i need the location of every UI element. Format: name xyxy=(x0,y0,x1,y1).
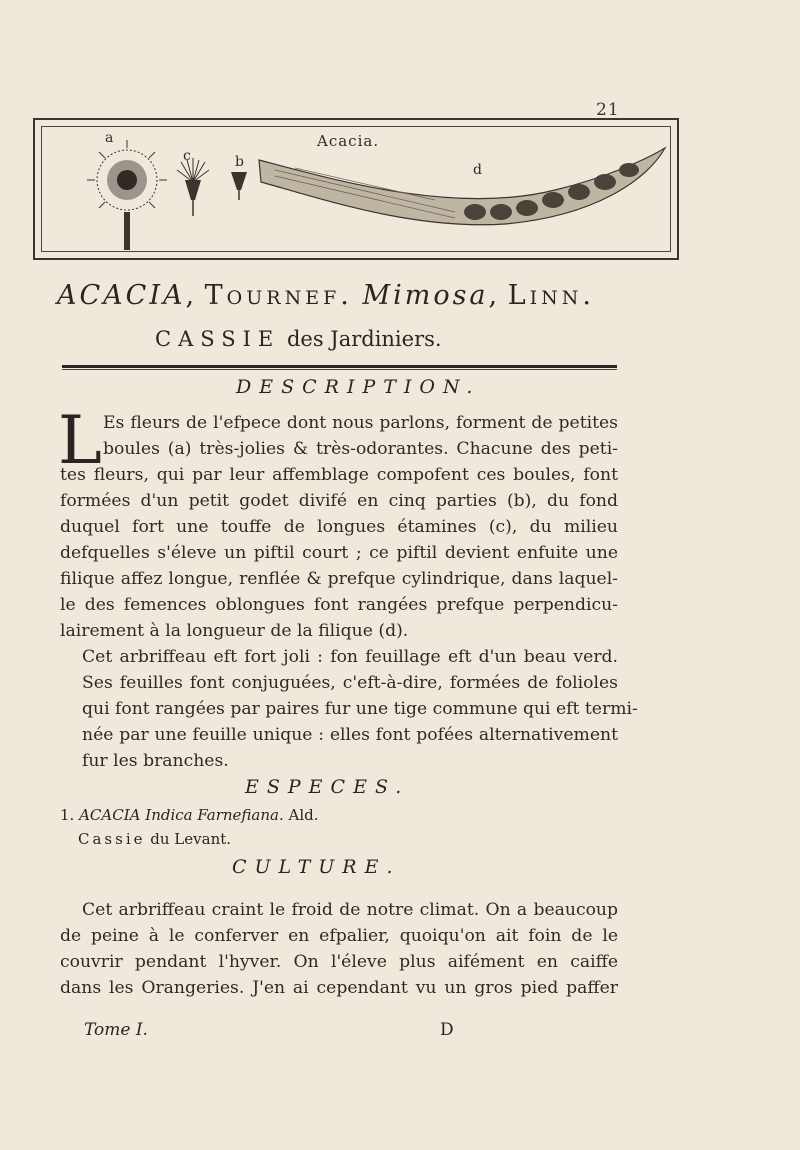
section-divider-thin xyxy=(62,369,617,370)
seed-pod-illustration xyxy=(259,148,665,225)
common-name-rest: des Jardiniers. xyxy=(286,327,442,351)
description-line-13: née par une feuille unique : elles font pofées alternativement xyxy=(82,725,618,745)
heading-separator-1: , xyxy=(185,280,196,311)
plate-label-b: b xyxy=(235,154,244,170)
description-line-4: formées d'un petit godet divifé en cinq parties (b), du fond xyxy=(60,491,618,511)
author-linn: Linn. xyxy=(507,280,595,311)
description-line-8: le des femences oblongues font rangées prefque perpendicu- xyxy=(60,595,618,615)
genus-name: ACACIA xyxy=(57,280,186,311)
culture-title: CULTURE. xyxy=(232,856,401,878)
plate-title: Acacia. xyxy=(317,132,380,150)
description-line-7: filique affez longue, renflée & prefque cylindrique, dans laquel- xyxy=(60,569,618,589)
species-common-name xyxy=(78,830,231,848)
description-line-12: qui font rangées par paires fur une tige commune qui eft termi- xyxy=(82,699,638,719)
section-divider xyxy=(62,365,617,368)
author-tournef: Tournef. xyxy=(204,280,353,311)
species-common-sc: Cassie xyxy=(78,830,146,848)
species-common-rest: du Levant. xyxy=(150,830,232,848)
species-genus: ACACIA xyxy=(79,806,141,824)
description-title: DESCRIPTION. xyxy=(236,376,481,398)
plate-label-c: c xyxy=(183,148,191,164)
drop-cap: L xyxy=(58,402,102,479)
page-number: 21 xyxy=(596,100,620,120)
especes-title: ESPECES. xyxy=(245,776,410,798)
heading-separator-2: , xyxy=(488,280,499,311)
description-line-14: fur les branches. xyxy=(82,751,229,771)
plate-label-a: a xyxy=(105,130,114,146)
description-line-11: Ses feuilles font conjuguées, c'eft-à-dire, formées de folioles xyxy=(82,673,618,693)
species-epithet: Indica Farnefiana. xyxy=(145,806,284,824)
description-line-9: lairement à la longueur de la filique (d). xyxy=(60,621,409,641)
calyx-illustration xyxy=(231,172,247,200)
volume-label: Tome I. xyxy=(84,1020,148,1040)
genus-heading xyxy=(57,280,595,311)
species-entry xyxy=(60,806,319,824)
culture-line-3: couvrir pendant l'hyver. On l'éleve plus aifément en caiffe xyxy=(60,952,618,972)
description-line-2: boules (a) très-jolies & très-odorantes. Chacune des peti- xyxy=(103,439,618,459)
plate-label-d: d xyxy=(473,162,482,178)
common-name: CASSIE xyxy=(155,327,281,351)
common-name-heading xyxy=(155,327,442,351)
description-line-6: defquelles s'éleve un piftil court ; ce piftil devient enfuite une xyxy=(60,543,618,563)
single-floret-illustration xyxy=(177,158,209,216)
culture-line-2: de peine à le conferver en efpalier, quoiqu'on ait foin de le xyxy=(60,926,618,946)
species-author: Ald. xyxy=(288,806,319,824)
description-line-1: Es fleurs de l'efpece dont nous parlons, forment de petites xyxy=(103,413,618,433)
description-line-3: tes fleurs, qui par leur affemblage compofent ces boules, font xyxy=(60,465,618,485)
description-line-5: duquel fort une touffe de longues étamines (c), du milieu xyxy=(60,517,618,537)
signature-mark: D xyxy=(440,1020,454,1040)
flower-ball-illustration xyxy=(87,140,167,250)
culture-line-4: dans les Orangeries. J'en ai cependant vu un gros pied paffer xyxy=(60,978,618,998)
description-line-10: Cet arbriffeau eft fort joli : fon feuillage eft d'un beau verd. xyxy=(82,647,618,667)
culture-line-1: Cet arbriffeau craint le froid de notre climat. On a beaucoup xyxy=(82,900,618,920)
synonym-mimosa: Mimosa xyxy=(362,280,489,311)
engraved-plate xyxy=(33,118,679,260)
species-number: 1. xyxy=(60,806,75,824)
